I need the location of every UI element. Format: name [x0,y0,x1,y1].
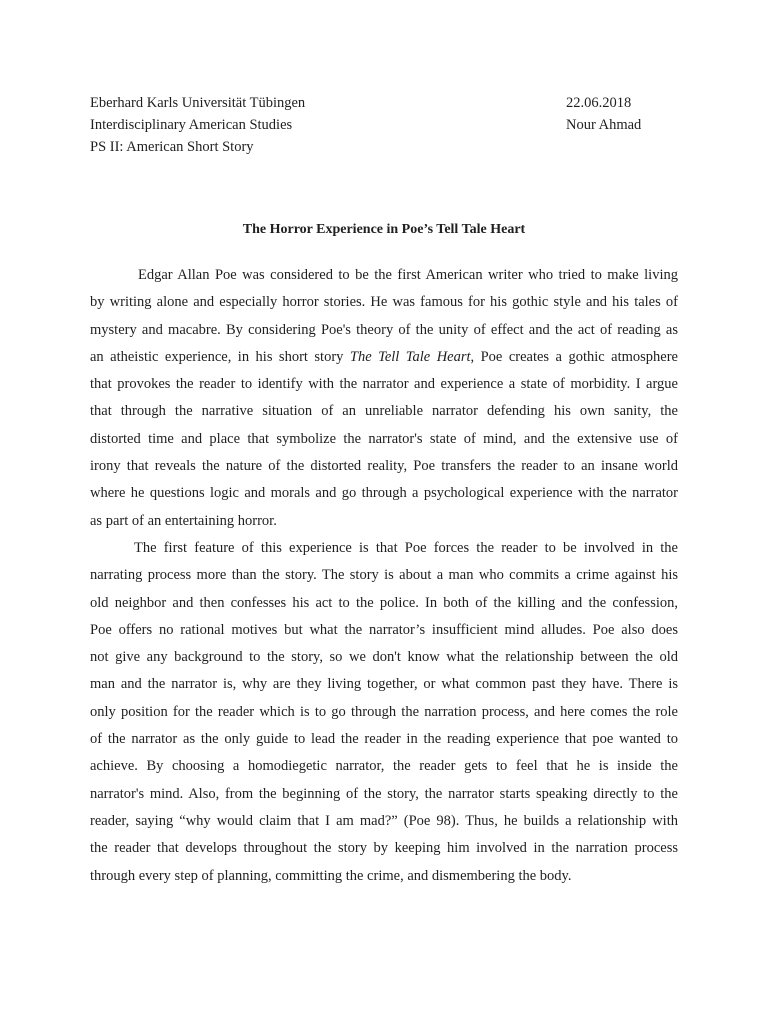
text-line: where he questions logic and morals and go through a psychological experience with the narrator [90,485,678,502]
story-title: The Tell Tale Heart [349,348,471,365]
text-line: distorted time and place that symbolize the narrator's state of mind, and the extensive use of [90,430,678,447]
text-line: that provokes the reader to identify with the narrator and experience a state of morbidity. I argue [90,376,678,393]
header-row [90,92,648,114]
text-line: narrating process more than the story. The story is about a man who commits a crime against his [90,567,678,584]
course-name: PS II: American Short Story [90,139,254,155]
text-line: The first feature of this experience is that Poe forces the reader to be involved in the [134,539,678,556]
document-title: The Horror Experience in Poe’s Tell Tale Heart [242,222,526,237]
text-segment: an atheistic experience, in his short story [90,348,344,365]
text-line: narrator's mind. Also, from the beginning of the story, the narrator starts speaking directly to the [90,785,678,802]
document-date: 22.06.2018 [566,95,632,111]
document-body [90,262,678,890]
text-line [90,344,678,371]
text-line: mystery and macabre. By considering Poe's theory of the unity of effect and the act of reading as [90,321,678,338]
text-line: reader, saying “why would claim that I am mad?” (Poe 98). Thus, he builds a relationship with [90,812,678,829]
text-line: Edgar Allan Poe was considered to be the first American writer who tried to make living [138,267,678,283]
paragraph-1 [90,262,678,535]
paragraph-2 [90,535,678,890]
text-line: only position for the reader which is to go through the narration process, and here comes the role [90,703,678,720]
document-header [90,92,648,158]
text-line: not give any background to the story, so we don't know what the relationship between the old [90,649,678,666]
text-line: old neighbor and then confesses his act to the police. In both of the killing and the confession, [90,594,678,611]
text-line: Poe offers no rational motives but what the narrator’s insufficient mind alludes. Poe also does [90,621,678,638]
text-line: man and the narrator is, why are they living together, or what common past they have. There is [90,676,678,693]
text-line: by writing alone and especially horror stories. He was famous for his gothic style and his tales of [90,294,678,311]
text-line: the reader that develops throughout the story by keeping him involved in the narration process [90,840,678,857]
program-name: Interdisciplinary American Studies [90,117,293,133]
university-name: Eberhard Karls Universität Tübingen [90,95,306,111]
text-line: that through the narrative situation of an unreliable narrator defending his own sanity, the [90,403,678,420]
author-name: Nour Ahmad [566,117,642,133]
text-segment: , Poe creates a gothic atmosphere [470,348,678,365]
text-line: as part of an entertaining horror. [90,512,277,529]
text-line: achieve. By choosing a homodiegetic narrator, the reader gets to feel that he is inside the [90,758,678,775]
text-line: irony that reveals the nature of the distorted reality, Poe transfers the reader to an insane world [90,458,678,475]
header-row [90,114,648,136]
text-line: through every step of planning, committing the crime, and dismembering the body. [90,867,572,884]
text-line: of the narrator as the only guide to lead the reader in the reading experience that poe wanted to [90,731,678,748]
header-row [90,136,648,158]
